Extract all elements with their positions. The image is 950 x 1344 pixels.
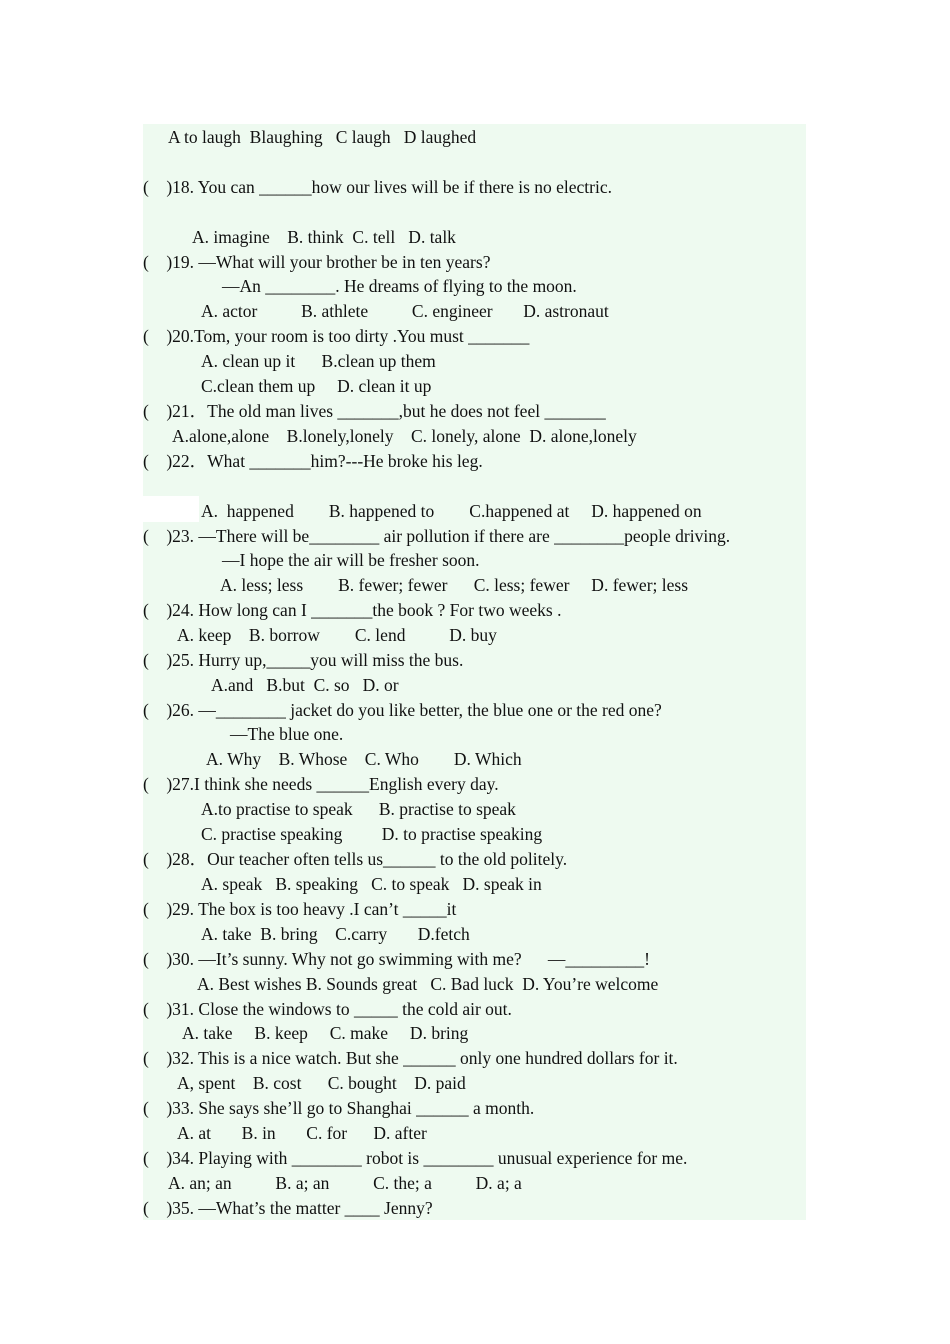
option-line: A.and B.but C. so D. or: [211, 675, 399, 695]
question-line: ( )23. —There will be________ air pollution if there are ________people driving.: [143, 526, 731, 546]
option-line: —I hope the air will be fresher soon.: [222, 550, 480, 570]
option-line: C. practise speaking D. to practise speaking: [201, 824, 543, 844]
option-line: A, spent B. cost C. bought D. paid: [177, 1073, 466, 1093]
question-line: ( )27.I think she needs ______English every day.: [143, 774, 499, 794]
question-line: ( )21．The old man lives _______,but he does not feel _______: [143, 401, 606, 421]
question-line: ( )34. Playing with ________ robot is ________ unusual experience for me.: [143, 1148, 688, 1168]
option-line: A to laugh Blaughing C laugh D laughed: [168, 127, 477, 147]
option-line: A. imagine B. think C. tell D. talk: [192, 227, 456, 247]
question-line: ( )33. She says she’ll go to Shanghai ______ a month.: [143, 1098, 535, 1118]
option-line: C.clean them up D. clean it up: [201, 376, 432, 396]
option-line: A.alone,alone B.lonely,lonely C. lonely, alone D. alone,lonely: [172, 426, 637, 446]
option-line: A. speak B. speaking C. to speak D. speak in: [201, 874, 542, 894]
option-line: A. Best wishes B. Sounds great C. Bad luck D. You’re welcome: [197, 974, 659, 994]
option-line: A. at B. in C. for D. after: [177, 1123, 427, 1143]
question-line: ( )24. How long can I _______the book ? For two weeks .: [143, 600, 562, 620]
question-line: ( )19. —What will your brother be in ten years?: [143, 252, 491, 272]
question-line: ( )30. —It’s sunny. Why not go swimming with me? —_________!: [143, 949, 650, 969]
question-line: ( )22．What _______him?---He broke his leg.: [143, 451, 483, 471]
option-line: —The blue one.: [230, 724, 344, 744]
option-line: —An ________. He dreams of flying to the moon.: [222, 276, 577, 296]
option-line: A. less; less B. fewer; fewer C. less; fewer D. fewer; less: [220, 575, 689, 595]
option-line: A. actor B. athlete C. engineer D. astronaut: [201, 301, 609, 321]
question-line: ( )26. —________ jacket do you like better, the blue one or the red one?: [143, 700, 662, 720]
option-line: A. Why B. Whose C. Who D. Which: [206, 749, 522, 769]
question-line: ( )25. Hurry up,_____you will miss the bus.: [143, 650, 464, 670]
question-line: ( )20.Tom, your room is too dirty .You must _______: [143, 326, 530, 346]
option-line: A. happened B. happened to C.happened at D. happened on: [201, 501, 702, 521]
option-line: A. keep B. borrow C. lend D. buy: [177, 625, 497, 645]
option-line: A. an; an B. a; an C. the; a D. a; a: [168, 1173, 522, 1193]
question-line: ( )28．Our teacher often tells us______ to the old politely.: [143, 849, 568, 869]
question-line: ( )31. Close the windows to _____ the cold air out.: [143, 999, 512, 1019]
question-line: ( )18. You can ______how our lives will be if there is no electric.: [143, 177, 613, 197]
question-line: ( )29. The box is too heavy .I can’t _____it: [143, 899, 457, 919]
option-line: A. clean up it B.clean up them: [201, 351, 436, 371]
option-line: A. take B. bring C.carry D.fetch: [201, 924, 470, 944]
option-line: A.to practise to speak B. practise to speak: [201, 799, 516, 819]
option-line: A. take B. keep C. make D. bring: [182, 1023, 469, 1043]
background-gap: [143, 496, 199, 522]
question-line: ( )32. This is a nice watch. But she ______ only one hundred dollars for it.: [143, 1048, 678, 1068]
question-line: ( )35. —What’s the matter ____ Jenny?: [143, 1198, 433, 1218]
